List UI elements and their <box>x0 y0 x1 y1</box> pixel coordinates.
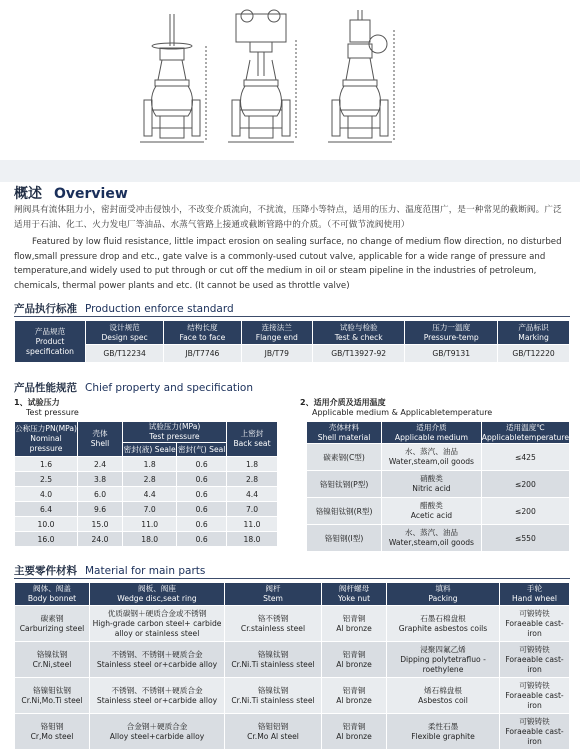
test-cell: 10.0 <box>15 517 78 532</box>
standard-header-marking <box>498 321 570 345</box>
medium-row <box>307 498 570 525</box>
test-cell: 2.4 <box>78 457 123 472</box>
materials-cell-en: Cr.Ni.Ti stainless steel <box>231 659 315 669</box>
materials-cell-cn: 可锻铸铁 <box>519 680 550 690</box>
test-header-testp-cn: 试验压力(MPa) <box>148 422 201 431</box>
materials-table <box>14 582 570 750</box>
materials-cell-en: Asbestos coil <box>418 695 468 705</box>
test-cell: 18.0 <box>123 532 177 547</box>
standard-value: GB/T13927-92 <box>312 345 404 363</box>
materials-heading <box>14 563 205 578</box>
test-cell: 4.0 <box>15 487 78 502</box>
materials-header <box>90 583 225 606</box>
materials-cell <box>322 606 387 642</box>
medium-medium-en: Acetic acid <box>410 511 453 520</box>
test-header-back-en: Back seat <box>233 439 271 448</box>
test-header-testp-en: Test pressure <box>149 432 200 441</box>
materials-header-en: Packing <box>428 594 458 603</box>
test-row <box>15 532 278 547</box>
materials-cell-cn: 烯石棉盘根 <box>424 685 462 695</box>
standard-header-test-cn: 试验与检验 <box>339 322 378 332</box>
materials-cell <box>322 642 387 678</box>
materials-cell-cn: 铝青铜 <box>342 649 366 659</box>
test-cell: 0.6 <box>177 487 227 502</box>
medium-header-medium <box>382 422 482 444</box>
materials-cell-en: Cr.Ni,steel <box>32 659 72 669</box>
materials-cell-en: Carburizing steel <box>19 623 85 633</box>
medium-medium <box>382 471 482 498</box>
medium-heading <box>300 398 492 418</box>
test-cell: 0.6 <box>177 457 227 472</box>
materials-cell <box>225 606 322 642</box>
materials-rule <box>14 578 570 579</box>
medium-header-shell-en: Shell material <box>317 432 371 442</box>
valve-gear-drawing <box>328 10 394 142</box>
materials-cell-en: Foraeable cast-iron <box>505 618 564 638</box>
materials-cell-cn: 铝青铜 <box>342 685 366 695</box>
chief-title-en: Chief property and specification <box>85 382 253 394</box>
materials-cell <box>225 642 322 678</box>
medium-shell: 铬镍钼钛钢(R型) <box>307 498 382 525</box>
materials-header-en: Yoke nut <box>337 594 371 603</box>
materials-cell-cn: 铬镍钛钢 <box>36 649 68 659</box>
materials-header <box>387 583 500 606</box>
materials-cell <box>500 714 570 750</box>
standard-header-pressure-en: Pressure-temp <box>423 332 479 342</box>
materials-cell-cn: 铬镍钛钢 <box>257 685 289 695</box>
materials-cell-en: Al bronze <box>336 731 372 741</box>
standard-header-design-cn: 设计规范 <box>109 322 140 332</box>
medium-medium <box>382 525 482 552</box>
materials-header-en: Stem <box>263 594 283 603</box>
test-header-seal-gas: 密封(气) Seal <box>177 443 227 457</box>
standard-header-product-cn: 产品规范 <box>34 326 66 336</box>
materials-cell <box>90 606 225 642</box>
materials-cell-cn: 不锈钢、不锈钢＋硬质合金 <box>111 685 203 695</box>
overview-title-en: Overview <box>54 186 128 202</box>
materials-title-cn: 主要零件材料 <box>14 565 77 577</box>
medium-row <box>307 444 570 471</box>
test-row <box>15 457 278 472</box>
test-row <box>15 472 278 487</box>
standard-header-face-en: Face to face <box>179 332 226 342</box>
medium-row <box>307 471 570 498</box>
materials-cell <box>500 606 570 642</box>
standard-value: GB/T9131 <box>405 345 498 363</box>
materials-cell <box>15 606 90 642</box>
medium-temp: ≤425 <box>481 444 569 471</box>
standard-header-pressure <box>405 321 498 345</box>
materials-header-en: Body bonnet <box>27 594 77 603</box>
materials-cell-en: Dipping polytetrafluo -roethylene <box>400 654 486 674</box>
medium-shell: 碳素钢(C型) <box>307 444 382 471</box>
overview-heading <box>14 183 128 203</box>
materials-cell-en: Cr,Mo steel <box>30 731 74 741</box>
chief-title-cn: 产品性能规范 <box>14 382 77 394</box>
materials-cell-cn: 铝青铜 <box>342 721 366 731</box>
medium-header-medium-cn: 适用介质 <box>416 422 447 432</box>
materials-cell-en: Stainless steel or+carbide alloy <box>96 695 218 705</box>
medium-shell: 铬钼钢(I型) <box>307 525 382 552</box>
medium-header-temp <box>481 422 569 444</box>
materials-cell-cn: 可锻铸铁 <box>519 716 550 726</box>
materials-cell <box>90 714 225 750</box>
materials-cell <box>500 642 570 678</box>
materials-cell-en: High-grade carbon steel+ carbide alloy or stainless steel <box>92 618 222 638</box>
test-pressure-table <box>14 421 278 547</box>
standard-header-product <box>15 321 86 363</box>
materials-cell-cn: 可锻铸铁 <box>519 644 550 654</box>
materials-header-cn: 填料 <box>435 584 451 593</box>
valve-handwheel-drawing <box>140 14 206 142</box>
materials-cell-en: Cr.stainless steel <box>240 623 306 633</box>
chief-heading <box>14 380 253 395</box>
standard-header-face-cn: 结构长度 <box>187 322 218 332</box>
test-header-shell-en: Shell <box>90 439 110 448</box>
materials-cell-en: Stainless steel or+carbide alloy <box>96 659 218 669</box>
test-header-nominal <box>15 422 78 457</box>
materials-cell-cn: 柔性石墨 <box>427 721 459 731</box>
section-band <box>0 160 580 182</box>
standard-value: JB/T79 <box>241 345 312 363</box>
test-row <box>15 517 278 532</box>
standard-header-test-en: Test & check <box>334 332 383 342</box>
test-cell: 6.4 <box>15 502 78 517</box>
test-cell: 4.4 <box>123 487 177 502</box>
standard-header-design-en: Design spec <box>101 332 148 342</box>
test-row <box>15 502 278 517</box>
standard-header-flange-cn: 连接法兰 <box>261 322 292 332</box>
materials-header-cn: 阀杆螺母 <box>338 584 370 593</box>
materials-cell-en: Cr.Ni,Mo.Ti steel <box>21 695 83 705</box>
test-cell: 2.5 <box>15 472 78 487</box>
test-cell: 3.8 <box>78 472 123 487</box>
materials-cell-en: Flexible graphite <box>411 731 475 741</box>
materials-cell-en: Foraeable cast-iron <box>505 690 564 710</box>
materials-header-en: Hand wheel <box>512 594 557 603</box>
test-cell: 1.8 <box>123 457 177 472</box>
materials-row <box>15 606 570 642</box>
materials-cell <box>387 642 500 678</box>
standard-rule <box>14 316 570 317</box>
standard-heading <box>14 301 234 316</box>
medium-medium-en: Nitric acid <box>412 484 451 493</box>
medium-temp: ≤200 <box>481 471 569 498</box>
standard-header-pressure-cn: 压力一温度 <box>432 322 471 332</box>
standard-header-marking-cn: 产品标识 <box>518 322 549 332</box>
materials-cell-en: Foraeable cast-iron <box>505 726 564 746</box>
materials-cell <box>387 678 500 714</box>
medium-header-temp-cn: 适用温度℃ <box>505 422 545 432</box>
test-cell: 0.6 <box>177 502 227 517</box>
test-header-back-cn: 上密封 <box>240 429 264 438</box>
materials-cell <box>225 678 322 714</box>
test-cell: 1.8 <box>227 457 278 472</box>
medium-row <box>307 525 570 552</box>
standard-value-row <box>15 345 570 363</box>
materials-header-cn: 阀杆 <box>265 584 281 593</box>
medium-shell: 铬钼钛钢(P型) <box>307 471 382 498</box>
materials-cell-cn: 浸聚四氟乙烯 <box>420 644 466 654</box>
test-cell: 24.0 <box>78 532 123 547</box>
standard-header-marking-en: Marking <box>518 332 549 342</box>
medium-table <box>306 421 570 552</box>
materials-cell-cn: 碳素钢 <box>40 613 64 623</box>
materials-header <box>225 583 322 606</box>
medium-medium-cn: 硝酸类 <box>420 474 443 483</box>
standard-title-en: Production enforce standard <box>85 303 234 315</box>
medium-medium <box>382 498 482 525</box>
standard-header-flange-en: Flange end <box>255 332 298 342</box>
materials-cell-en: Graphite asbestos coils <box>398 623 488 633</box>
medium-medium-en: Water,steam,oil goods <box>388 538 475 547</box>
test-header-testp <box>123 422 227 443</box>
overview-title-cn: 概述 <box>14 186 42 202</box>
materials-header-en: Wedge disc,seat ring <box>117 594 197 603</box>
standard-header-face <box>164 321 241 345</box>
medium-medium <box>382 444 482 471</box>
test-cell: 11.0 <box>123 517 177 532</box>
materials-cell-cn: 铝青铜 <box>342 613 366 623</box>
test-cell: 15.0 <box>78 517 123 532</box>
test-cell: 0.6 <box>177 517 227 532</box>
materials-cell-en: Alloy steel+carbide alloy <box>109 731 205 741</box>
materials-row <box>15 714 570 750</box>
materials-cell-cn: 铬镍钼钛钢 <box>33 685 71 695</box>
test-header-row-1 <box>15 422 278 443</box>
materials-cell-cn: 铬不锈钢 <box>257 613 289 623</box>
test-cell: 2.8 <box>227 472 278 487</box>
test-title-en: Test pressure <box>26 408 79 417</box>
test-header-nominal-cn: 公称压力PN(MPa) <box>15 424 78 433</box>
standard-value: GB/T12220 <box>498 345 570 363</box>
test-row <box>15 487 278 502</box>
valve-drawings-svg <box>0 0 580 160</box>
materials-cell <box>15 642 90 678</box>
medium-medium-en: Water,steam,oil goods <box>388 457 475 466</box>
medium-header-shell-cn: 壳体材料 <box>328 422 360 432</box>
standard-value: JB/T7746 <box>164 345 241 363</box>
materials-cell-en: Al bronze <box>336 659 372 669</box>
test-title-cn: 1、试验压力 <box>14 398 60 407</box>
medium-medium-cn: 醋酸类 <box>420 501 443 510</box>
test-header-seal-liquid: 密封(液) Seale <box>123 443 177 457</box>
materials-cell <box>387 606 500 642</box>
standard-header-design <box>86 321 164 345</box>
materials-cell-en: Al bronze <box>336 695 372 705</box>
materials-cell-cn: 铬钼铝钢 <box>257 721 289 731</box>
standard-header-test <box>312 321 404 345</box>
medium-header-shell <box>307 422 382 444</box>
materials-header <box>322 583 387 606</box>
medium-header-temp-en: Applicabletemperature <box>481 432 569 442</box>
test-cell: 7.0 <box>123 502 177 517</box>
standard-title-cn: 产品执行标准 <box>14 303 77 315</box>
test-cell: 9.6 <box>78 502 123 517</box>
overview-text-en: Featured by low fluid resistance, little impact erosion on sealing surface, no change of medium flow direction, no disturbed flow,small pressure drop and etc., gate valve is a commonly-used cutout valve, applicable for a wide range of pressure and temperature,and widely used to put through or cut off the medium in oil or steam pipeline in the industries of petroleum, chemicals, thermal power plants and etc. (It cannot be used as throttle valve) <box>14 237 562 291</box>
test-header-nominal-en: Nominal pressure <box>29 434 63 453</box>
materials-cell <box>15 714 90 750</box>
materials-cell-cn: 石墨石棉盘根 <box>420 613 466 623</box>
materials-cell <box>15 678 90 714</box>
test-cell: 18.0 <box>227 532 278 547</box>
test-cell: 0.6 <box>177 472 227 487</box>
test-header-shell <box>78 422 123 457</box>
materials-header-row <box>15 583 570 606</box>
test-cell: 1.6 <box>15 457 78 472</box>
test-header-shell-cn: 壳体 <box>92 429 108 438</box>
medium-temp: ≤200 <box>481 498 569 525</box>
materials-cell <box>225 714 322 750</box>
test-cell: 2.8 <box>123 472 177 487</box>
materials-cell-cn: 铬镍钛钢 <box>257 649 289 659</box>
test-header-back <box>227 422 278 457</box>
materials-cell <box>90 642 225 678</box>
materials-cell-cn: 铬钼钢 <box>40 721 64 731</box>
overview-text-cn: 闸阀具有流体阻力小，密封面受冲击侵蚀小，不改变介质流向，不扰流，压降小等特点，适用的压力、温度范围广，是一种常见的截断阀。广泛适用于石油、化工、火力发电厂等油品、水蒸气管路上接通或截断管路中的介质。（不可做节流阀使用） <box>14 205 562 230</box>
materials-cell <box>90 678 225 714</box>
materials-title-en: Material for main parts <box>85 565 206 577</box>
medium-temp: ≤550 <box>481 525 569 552</box>
medium-medium-cn: 水、蒸汽、油品 <box>404 528 459 537</box>
materials-cell-cn: 不锈钢、不锈钢＋硬质合金 <box>111 649 203 659</box>
materials-cell-en: Foraeable cast-iron <box>505 654 564 674</box>
materials-header-cn: 阀体、阀盖 <box>33 584 71 593</box>
test-cell: 11.0 <box>227 517 278 532</box>
test-cell: 7.0 <box>227 502 278 517</box>
materials-header-cn: 阀板、阀座 <box>138 584 176 593</box>
materials-cell-cn: 合金钢＋硬质合金 <box>126 721 188 731</box>
test-cell: 0.6 <box>177 532 227 547</box>
materials-cell-cn: 优质碳钢＋硬质合金或不锈钢 <box>107 608 207 618</box>
medium-title-en: Applicable medium & Applicabletemperature <box>312 408 493 417</box>
standard-header-row <box>15 321 570 345</box>
materials-cell-en: Cr.Ni.Ti stainless steel <box>231 695 315 705</box>
standard-header-flange <box>241 321 312 345</box>
materials-cell-cn: 可锻铸铁 <box>519 608 550 618</box>
materials-cell <box>387 714 500 750</box>
test-cell: 6.0 <box>78 487 123 502</box>
materials-cell <box>322 678 387 714</box>
standard-table <box>14 320 570 363</box>
materials-header-cn: 手轮 <box>526 584 543 593</box>
test-pressure-heading <box>14 398 79 418</box>
medium-header-medium-en: Applicable medium <box>394 432 469 442</box>
standard-header-product-en: Product specification <box>26 336 74 356</box>
medium-medium-cn: 水、蒸汽、油品 <box>404 447 459 456</box>
standard-value: GB/T12234 <box>86 345 164 363</box>
test-cell: 16.0 <box>15 532 78 547</box>
materials-row <box>15 642 570 678</box>
medium-title-cn: 2、适用介质及适用温度 <box>300 398 386 407</box>
materials-row <box>15 678 570 714</box>
materials-cell <box>322 714 387 750</box>
materials-header <box>15 583 90 606</box>
valve-drawings <box>0 0 580 160</box>
valve-electric-drawing <box>228 10 296 142</box>
materials-cell-en: Al bronze <box>336 623 372 633</box>
materials-header <box>500 583 570 606</box>
medium-header-row <box>307 422 570 444</box>
test-cell: 4.4 <box>227 487 278 502</box>
materials-cell <box>500 678 570 714</box>
materials-cell-en: Cr.Mo Al steel <box>247 731 299 741</box>
